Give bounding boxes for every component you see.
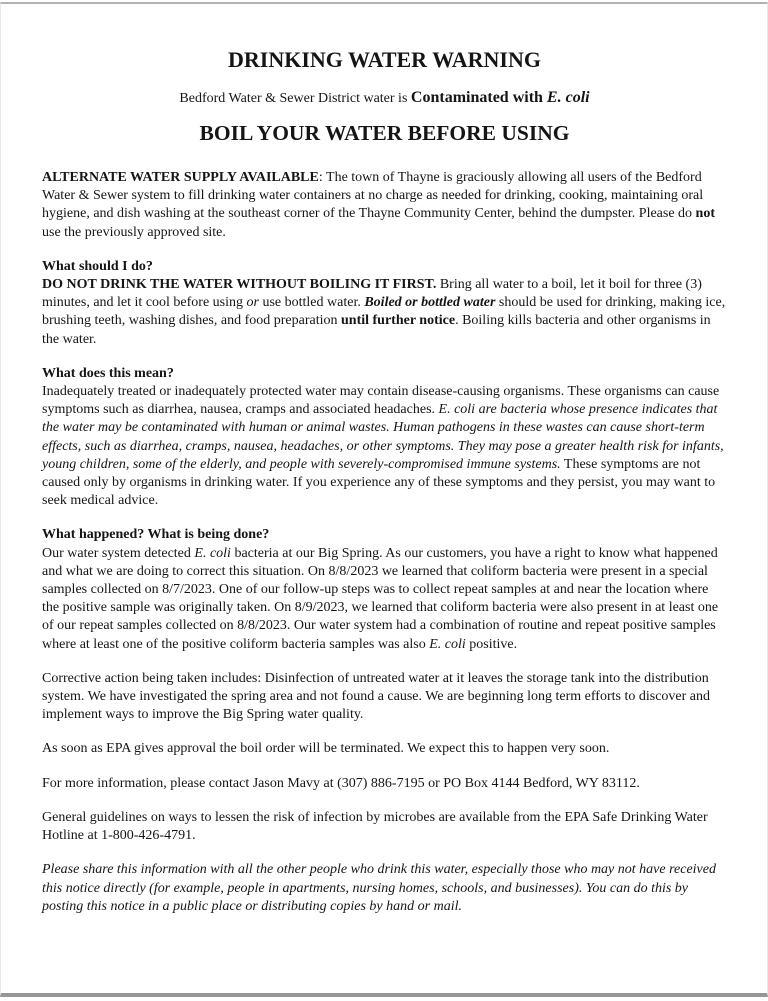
- what-happened-ecoli-2: E. coli: [429, 636, 466, 652]
- subtitle-contaminated-text: Contaminated with: [410, 89, 547, 106]
- corrective-action-text: Corrective action being taken includes: Disinfection of untreated water at it leaves the storage tank into the distribution system. We have investigated the spring area and not found a cause. We are beginning long term efforts to discover and implement ways to improve the Big Spring water quality.: [42, 670, 710, 723]
- what-mean-text-2: These symptoms are not caused only by organisms in drinking water. If you experience any of these symptoms and they persist, you may want to seek medical advice.: [42, 456, 716, 509]
- epa-hotline-text: General guidelines on ways to lessen the risk of infection by microbes are available from the EPA Safe Drinking Water Hotline at 1-800-426-4791.: [42, 809, 708, 844]
- document-page: [0, 2, 768, 997]
- what-happened-text-3: positive.: [465, 636, 518, 652]
- document-body: [42, 169, 727, 916]
- subtitle-ecoli-text: E. coli: [546, 89, 590, 106]
- section-what-does-this-mean: [42, 365, 727, 511]
- what-should-or: or: [246, 295, 259, 311]
- heading-what-should-i-do: What should I do?: [42, 258, 153, 274]
- heading-what-does-this-mean: What does this mean?: [42, 365, 174, 381]
- paragraph-contact-info: [42, 775, 727, 793]
- subtitle: [42, 87, 727, 109]
- paragraph-alternate-supply: [42, 169, 727, 242]
- do-not-drink-warning: DO NOT DRINK THE WATER WITHOUT BOILING IT FIRST.: [42, 277, 437, 293]
- what-should-text-1: Bring all water to a boil, let it boil for three (3) minutes, and let it cool before using: [42, 277, 702, 311]
- alternate-supply-text-1: : The town of Thayne is graciously allowing all users of the Bedford Water & Sewer system to fill drinking water containers at no charge as needed for drinking, cooking, maintaining oral hygiene, and dish washing at the southeast corner of the Thayne Community Center, behind the dumpster. Please do: [42, 170, 704, 222]
- paragraph-epa-hotline: [42, 809, 727, 845]
- heading-what-happened: What happened? What is being done?: [42, 527, 270, 543]
- alternate-supply-text-2: use the previously approved site.: [42, 224, 226, 240]
- what-happened-text-2: bacteria at our Big Spring. As our customers, you have a right to know what happened and what we are doing to correct this situation. On 8/8/2023 we learned that coliform bacteria were present in a special samples collected on 8/7/2023. One of our follow-up steps was to collect repeat samples at and near the location where the positive sample was originally taken. On 8/9/2023, we learned that coliform bacteria were also present in at least one of our repeat samples collected on 8/8/2023. Our water system had a combination of routine and repeat positive samples where at least one of the positive coliform bacteria samples was also: [42, 545, 719, 652]
- page-title: DRINKING WATER WARNING: [228, 47, 541, 72]
- paragraph-corrective-action: [42, 670, 727, 725]
- subtitle-plain-text: Bedford Water & Sewer District water is: [179, 91, 411, 106]
- paragraph-epa-approval: [42, 740, 727, 758]
- boiled-or-bottled-emphasis: Boiled or bottled water: [364, 295, 496, 311]
- what-should-text-2: use bottled water.: [258, 295, 365, 311]
- epa-approval-text: As soon as EPA gives approval the boil order will be terminated. We expect this to happen very soon.: [42, 741, 610, 757]
- what-mean-text-1: Inadequately treated or inadequately protected water may contain disease-causing organisms. These organisms can cause symptoms such as diarrhea, nausea, cramps and associated headaches.: [42, 384, 720, 418]
- until-further-notice-emphasis: until further notice: [341, 313, 456, 329]
- boil-water-banner: BOIL YOUR WATER BEFORE USING: [199, 121, 570, 145]
- alternate-supply-not: not: [695, 206, 715, 222]
- what-mean-ecoli-italic: E. coli are bacteria whose presence indicates that the water may be contaminated with human or animal wastes. Human pathogens in these wastes can cause short-term effects, such as diarrhea, cramps, nausea, headaches, or other symptoms. They may pose a greater health risk for infants, young children, some of the elderly, and people with severely-compromised immune systems.: [42, 402, 724, 472]
- paragraph-share-notice: [42, 861, 727, 916]
- what-should-text-4: . Boiling kills bacteria and other organisms in the water.: [42, 313, 711, 347]
- section-what-should-i-do: [42, 258, 727, 349]
- what-happened-ecoli-1: E. coli: [194, 545, 231, 561]
- what-should-text-3: should be used for drinking, making ice, brushing teeth, washing dishes, and food preparation: [42, 295, 726, 329]
- section-what-happened: [42, 526, 727, 653]
- what-happened-text-1: Our water system detected: [42, 545, 195, 561]
- share-notice-text: Please share this information with all the other people who drink this water, especially those who may not have received this notice directly (for example, people in apartments, nursing homes, schools, and businesses). You can do this by posting this notice in a public place or distributing copies by hand or mail.: [42, 862, 716, 914]
- alternate-supply-lead: ALTERNATE WATER SUPPLY AVAILABLE: [42, 170, 319, 185]
- contact-info-text: For more information, please contact Jason Mavy at (307) 886-7195 or PO Box 4144 Bedford, WY 83112.: [42, 775, 640, 791]
